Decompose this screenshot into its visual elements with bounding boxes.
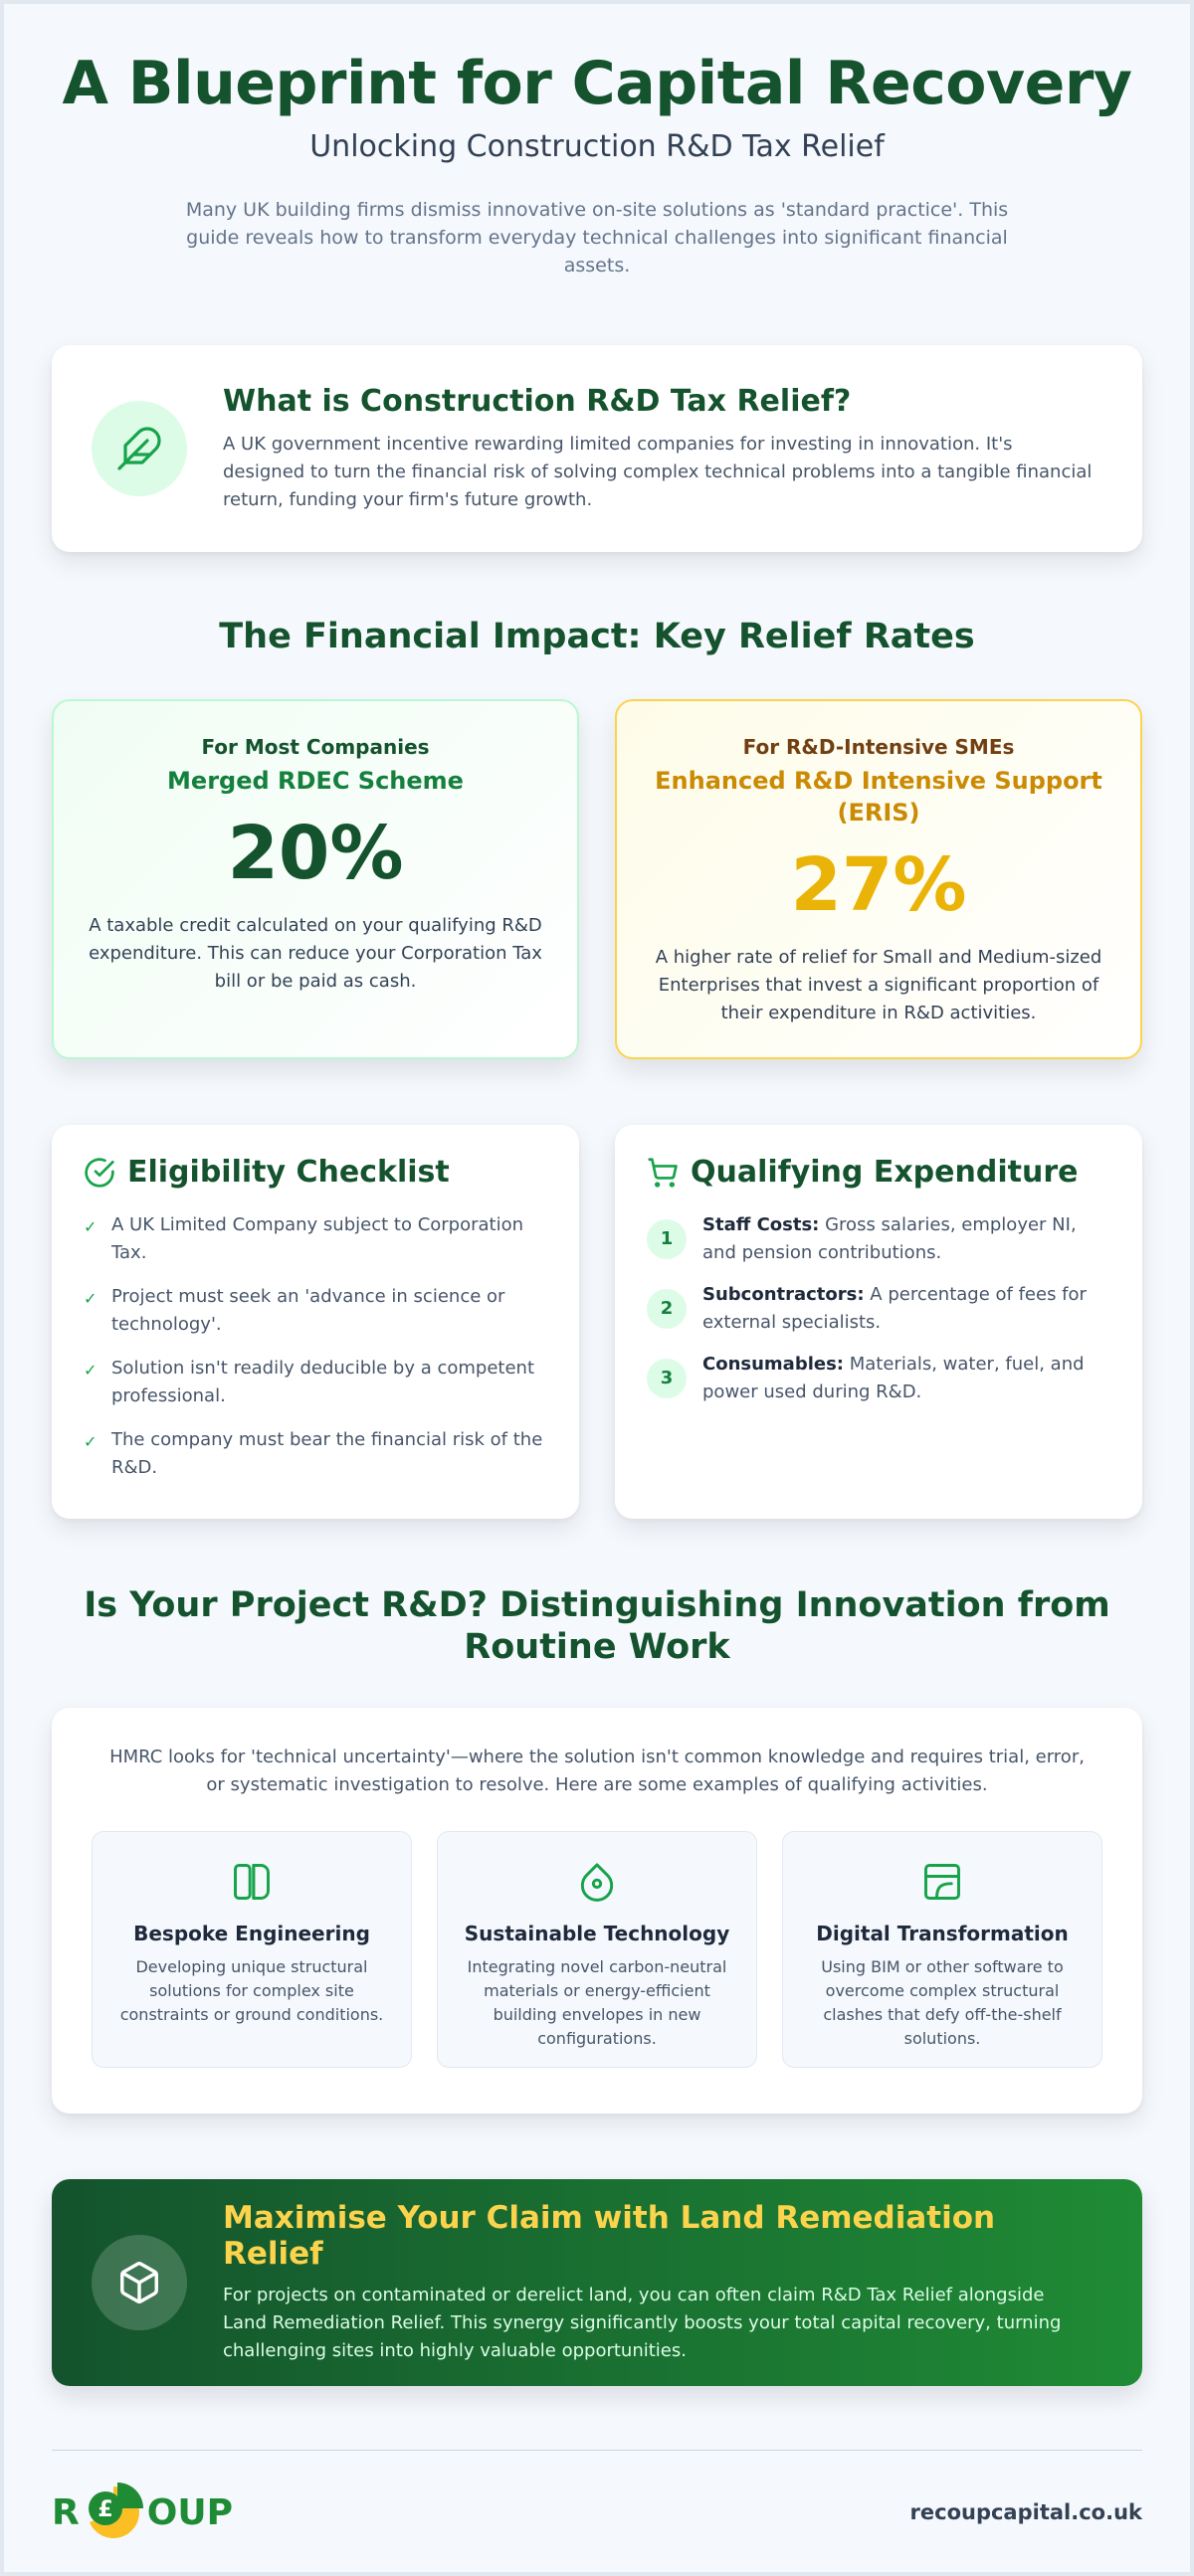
website-link[interactable]: recoupcapital.co.uk <box>909 2500 1142 2524</box>
step-number: 3 <box>647 1359 687 1398</box>
rate-card-eris <box>615 699 1142 1059</box>
rates-row <box>52 699 1142 1059</box>
example-text: Integrating novel carbon-neutral materials or energy-efficient building envelopes in new configurations. <box>467 1957 727 2048</box>
rate-card-description: A higher rate of relief for Small and Medium-sized Enterprises that invest a significant proportion of their expenditure in R&D activities. <box>655 947 1102 1023</box>
expenditure-card <box>615 1125 1142 1519</box>
what-is-title: What is Construction R&D Tax Relief? <box>223 383 852 419</box>
check-icon: ✓ <box>84 1361 98 1380</box>
banner-body: For projects on contaminated or derelict land, you can often claim R&D Tax Relief alongside Land Remediation Relief. This synergy significantly boosts your total capital recovery, turning challenging sites into highly valuable opportunities. <box>223 2285 1062 2361</box>
book-icon <box>230 1860 274 1904</box>
example-digital-transformation <box>782 1831 1102 2068</box>
example-text: Using BIM or other software to overcome complex structural clashes that defy off-the-shelf solutions. <box>821 1957 1064 2048</box>
example-title: Sustainable Technology <box>464 1922 730 1945</box>
intro-text: Many UK building firms dismiss innovative on-site solutions as 'standard practice'. This guide reveals how to transform everyday technical challenges into significant financial assets. <box>185 199 1009 276</box>
rate-card-percentage: 27% <box>790 842 967 928</box>
list-item: 3 Consumables: Materials, water, fuel, and power used during R&D. <box>647 1351 1110 1406</box>
feather-icon-circle <box>92 401 187 496</box>
footer <box>52 2451 1142 2574</box>
example-sustainable-technology <box>437 1831 757 2068</box>
rate-card-scheme: Enhanced R&D Intensive Support (ERIS) <box>655 767 1102 827</box>
banner-title: Maximise Your Claim with Land Remediation Relief <box>223 2200 996 2272</box>
feather-icon <box>115 425 163 472</box>
page-title: A Blueprint for Capital Recovery <box>62 49 1132 118</box>
example-title: Bespoke Engineering <box>133 1922 370 1945</box>
rate-card-percentage: 20% <box>227 811 404 896</box>
step-number: 2 <box>647 1289 687 1329</box>
logo-pound-pie-icon <box>82 2481 145 2544</box>
svg-text:£: £ <box>98 2497 113 2522</box>
rate-card-audience: For R&D-Intensive SMEs <box>742 735 1015 759</box>
eligibility-card <box>52 1125 579 1519</box>
header <box>52 4 1142 279</box>
check-icon: ✓ <box>84 1289 98 1308</box>
cart-icon <box>647 1157 679 1189</box>
rate-card-rdec <box>52 699 579 1059</box>
example-title: Digital Transformation <box>816 1922 1069 1945</box>
rd-card <box>52 1708 1142 2114</box>
check-circle-icon <box>84 1157 115 1189</box>
eligibility-heading <box>84 1155 547 1190</box>
list-item: ✓ Project must seek an 'advance in science or technology'. <box>84 1283 547 1339</box>
examples-row <box>92 1831 1102 2068</box>
list-item: 1 Staff Costs: Gross salaries, employer NI, and pension contributions. <box>647 1211 1110 1267</box>
check-icon: ✓ <box>84 1217 98 1236</box>
example-bespoke-engineering <box>92 1831 412 2068</box>
eligibility-title: Eligibility Checklist <box>127 1155 450 1190</box>
rd-section-title: Is Your Project R&D? Distinguishing Innovation from Routine Work <box>84 1585 1110 1667</box>
land-remediation-banner <box>52 2179 1142 2386</box>
step-number: 1 <box>647 1219 687 1259</box>
list-item: ✓ The company must bear the financial risk of the R&D. <box>84 1426 547 1482</box>
rates-section-title: The Financial Impact: Key Relief Rates <box>219 617 975 656</box>
list-item: 2 Subcontractors: A percentage of fees for external specialists. <box>647 1281 1110 1337</box>
rd-lead: HMRC looks for 'technical uncertainty'—where the solution isn't common knowledge and requires trial, error, or systematic investigation to resolve. Here are some examples of qualifying activities. <box>109 1747 1085 1795</box>
what-is-body: A UK government incentive rewarding limited companies for investing in innovation. It's designed to turn the financial risk of solving complex technical problems into a tangible financial return, funding your firm's future growth. <box>223 433 1093 510</box>
expenditure-heading <box>647 1155 1110 1190</box>
box-icon <box>116 2260 162 2305</box>
example-text: Developing unique structural solutions for complex site constraints or ground conditions. <box>119 1957 384 2024</box>
page-subtitle: Unlocking Construction R&D Tax Relief <box>309 129 885 164</box>
info-columns <box>52 1125 1142 1519</box>
list-item: ✓ A UK Limited Company subject to Corporation Tax. <box>84 1211 547 1267</box>
recoup-logo: R £ OUP <box>52 2481 233 2544</box>
expenditure-title: Qualifying Expenditure <box>691 1155 1079 1190</box>
rate-card-audience: For Most Companies <box>201 735 430 759</box>
check-icon: ✓ <box>84 1432 98 1451</box>
expenditure-list <box>647 1211 1110 1406</box>
layout-icon <box>920 1860 964 1904</box>
rate-card-scheme: Merged RDEC Scheme <box>167 767 464 795</box>
eligibility-list <box>84 1211 547 1482</box>
what-is-card <box>52 345 1142 552</box>
list-item: ✓ Solution isn't readily deducible by a competent professional. <box>84 1355 547 1410</box>
droplet-icon <box>575 1860 619 1904</box>
box-icon-circle <box>92 2235 187 2330</box>
rate-card-description: A taxable credit calculated on your qualifying R&D expenditure. This can reduce your Corporation Tax bill or be paid as cash. <box>89 915 542 992</box>
